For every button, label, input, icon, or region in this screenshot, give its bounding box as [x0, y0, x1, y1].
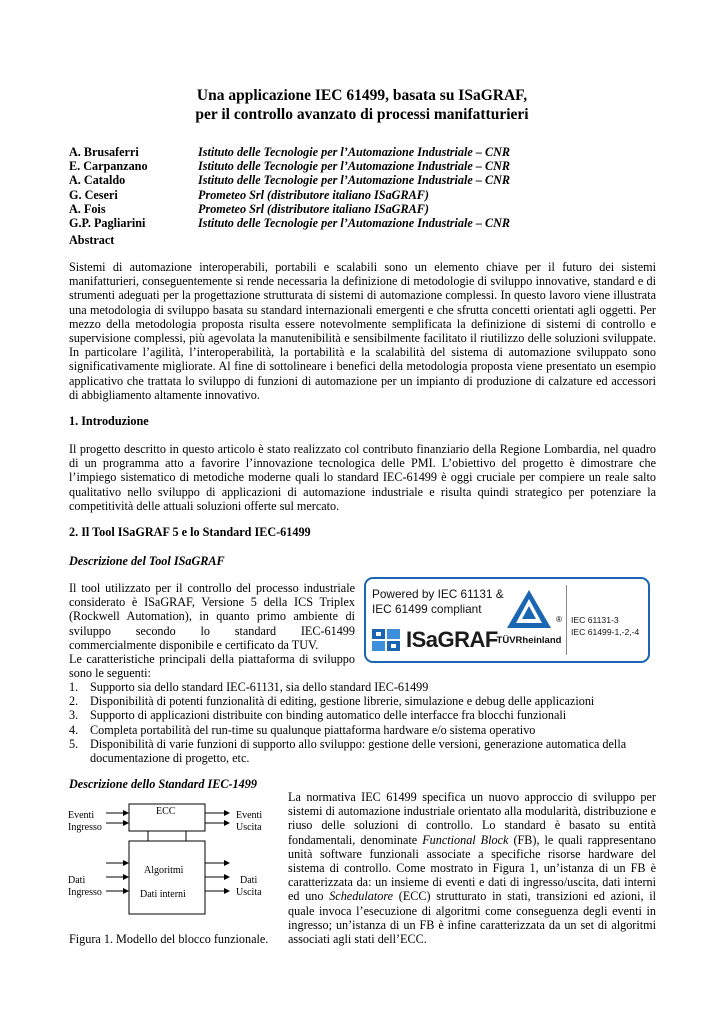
ecc-label: ECC: [156, 806, 176, 817]
abstract-text: Sistemi di automazione interoperabili, portabili e scalabili sono un elemento chiave per il futuro dei sistemi manifatturieri, conseguentemente si rende necessaria la definizione di metodologie di sviluppo innovative, standard e di strumenti adeguati per la progettazione strutturata di sistemi di automazione complessi. In questo lavoro viene illustrata una metodologia di sviluppo basata su standard internazionali emergenti e che sfrutta concetti orientati agli oggetti. Per mezzo della metodologia proposta risulta essere notevolmente semplificata la definizione di sistemi di controllo e supervisione complessi, più agevolata la manutenibilità e sensibilmente facilitato il riutilizzo delle soluzioni sviluppate. In particolare l’agilità, l’interoperabilità, la portabilità e la scalabilità del sistema di automazione sviluppato sono significativamente migliorate. Al fine di sottolineare i benefici della metodologia proposta viene presentato un esempio applicativo che trattata lo sviluppo di funzioni di automazione per un impianto di produzione di calzature ed accessori di abbigliamento altamente innovativo.: [69, 260, 656, 402]
author-name: G. Ceseri: [69, 187, 118, 202]
data-out-label-1: Dati: [240, 875, 258, 886]
standard-text-3: (ECC) strutturato in stati, transizioni ed azioni, il quale invoca l’esecuzione di algoritmi come conseguenza degli eventi in ingresso; un’istanza di un FB è infine caratterizzata da un set di algoritmi associati agli stati dell’ECC.: [288, 889, 656, 947]
author-row: [69, 145, 510, 159]
standard-2: IEC 61499-1,-2,-4: [571, 627, 640, 637]
list-text: Supporto sia dello standard IEC-61131, sia dello standard IEC-61499: [90, 680, 429, 694]
standard-text-2: (FB), le quali rappresentano unità software funzionali associate a specifiche risorse hardware del sistema di controllo. Come mostrato in Figura 1, un’istanza di un FB è caratterizzata da: un insieme di eventi e dati di ingresso/uscita, dati interni ed uno: [288, 832, 657, 904]
list-number: 3.: [69, 708, 79, 723]
author-row: [69, 159, 510, 173]
standard-subheading: Descrizione dello Standard IEC-1499: [69, 777, 257, 791]
figure-caption: Figura 1. Modello del blocco funzionale.: [69, 932, 269, 946]
author-name: G.P. Pagliarini: [69, 216, 146, 231]
standards-list: [571, 614, 639, 638]
functional-block-term: Functional Block: [422, 832, 509, 847]
title-line-2: per il controllo avanzato di processi manifatturieri: [195, 106, 529, 123]
tuv-triangle-icon: [506, 589, 552, 629]
features-list: [69, 680, 659, 765]
author-list: [69, 145, 510, 230]
events-in-label-2: Ingresso: [68, 822, 102, 833]
section2-heading: 2. Il Tool ISaGRAF 5 e lo Standard IEC-61499: [69, 525, 311, 539]
tuv-text: TÜVRheinland: [496, 635, 562, 646]
author-affiliation: Istituto delle Tecnologie per l’Automazione Industriale – CNR: [198, 145, 511, 159]
events-out-label-2: Uscita: [236, 822, 262, 833]
author-affiliation: Istituto delle Tecnologie per l’Automazione Industriale – CNR: [198, 159, 511, 174]
list-text: Disponibilità di varie funzioni di supporto allo sviluppo: gestione delle versioni, generazione automatica della documentazione di progetto, etc.: [90, 736, 627, 766]
algorithms-label: Algoritmi: [144, 865, 184, 876]
intro-text: Il progetto descritto in questo articolo è stato realizzato col contributo finanziario della Regione Lombardia, nel quadro di un programma atto a favorire l’innovazione tecnologica delle PMI. L’obiettivo del progetto è dimostrare che l’impiego sistematico di metodiche moderne quali lo standard IEC-61499 è oggi cruciale per compiere un reale salto qualitativo nello sviluppo di applicazioni di automazione industriale e risulta quindi strategico per potenziare la competitività delle attuali soluzioni offerte sul mercato.: [69, 442, 656, 513]
registered-mark: ®: [556, 615, 562, 624]
standard-1: IEC 61131-3: [571, 615, 619, 625]
data-in-label-1: Dati: [68, 875, 86, 886]
author-name: E. Carpanzano: [69, 159, 148, 174]
author-affiliation: Prometeo Srl (distributore italiano ISaGRAF): [198, 187, 429, 202]
list-text: Disponibilità di potenti funzionalità di editing, gestione librerie, simulazione e debug delle applicazioni: [90, 694, 595, 709]
list-item: [69, 737, 659, 765]
isagraf-wordmark: ISaGRAF: [406, 627, 498, 652]
algorithm-box: [129, 841, 205, 914]
author-row: [69, 202, 510, 216]
list-item: [69, 708, 659, 722]
powered-line-2: IEC 61499 compliant: [372, 602, 482, 616]
author-row: [69, 188, 510, 202]
author-affiliation: Prometeo Srl (distributore italiano ISaGRAF): [198, 201, 429, 216]
author-name: A. Fois: [69, 201, 106, 216]
abstract-heading: Abstract: [69, 233, 115, 247]
title-line-1: Una applicazione IEC 61499, basata su ISaGRAF,: [196, 87, 528, 104]
author-affiliation: Istituto delle Tecnologie per l’Automazione Industriale – CNR: [198, 173, 511, 188]
internal-data-label: Dati interni: [140, 889, 186, 900]
isagraf-paragraph: Il tool utilizzato per il controllo del processo industriale considerato è ISaGRAF, Versione 5 della ICS Triplex (Rockwell Automation), in quanto primo ambiente di sviluppo secondo lo standard IEC-61499 commercialmente disponibile e certificato da TUV.: [69, 581, 355, 652]
list-item: [69, 723, 659, 737]
function-block-figure: [66, 803, 276, 938]
logo-divider: [566, 585, 567, 655]
data-out-label-2: Uscita: [236, 887, 262, 898]
events-in-label-1: Eventi: [68, 810, 95, 821]
author-name: A. Brusaferri: [69, 145, 139, 159]
isagraf-subheading: Descrizione del Tool ISaGRAF: [69, 554, 225, 568]
schedulatore-term: Schedulatore: [329, 889, 394, 904]
intro-heading: 1. Introduzione: [69, 414, 149, 428]
author-row: [69, 173, 510, 187]
standard-text-1: La normativa IEC 61499 specifica un nuovo approccio di sviluppo per sistemi di automazione industriale orientato alla modularità, distribuzione e riuso delle soluzioni di controllo. Lo standard è basato su entità fondamentali, denominate: [288, 790, 656, 847]
list-item: [69, 694, 659, 708]
author-affiliation: Istituto delle Tecnologie per l’Automazione Industriale – CNR: [198, 216, 511, 231]
events-out-label-1: Eventi: [236, 810, 263, 821]
powered-line-1: Powered by IEC 61131 &: [372, 587, 504, 601]
list-number: 2.: [69, 694, 79, 709]
list-text: Completa portabilità del run-time su qualunque piattaforma hardware e/o sistema operativo: [90, 722, 536, 737]
list-number: 1.: [69, 680, 79, 694]
isagraf-tuv-logo: [364, 577, 650, 663]
tuv-mark: [493, 589, 565, 646]
list-number: 5.: [69, 736, 79, 751]
data-in-label-2: Ingresso: [68, 887, 102, 898]
author-name: A. Cataldo: [69, 173, 126, 188]
isagraf-brand: [372, 627, 498, 653]
list-number: 4.: [69, 722, 79, 737]
list-text: Supporto di applicazioni distribuite con binding automatico delle interfacce fra blocchi funzionali: [90, 708, 567, 723]
standard-description: [288, 790, 656, 946]
author-row: [69, 216, 510, 230]
list-item: [69, 680, 659, 694]
features-intro: Le caratteristiche principali della piattaforma di sviluppo sono le seguenti:: [69, 652, 355, 681]
isagraf-logo-icon: [372, 629, 400, 651]
